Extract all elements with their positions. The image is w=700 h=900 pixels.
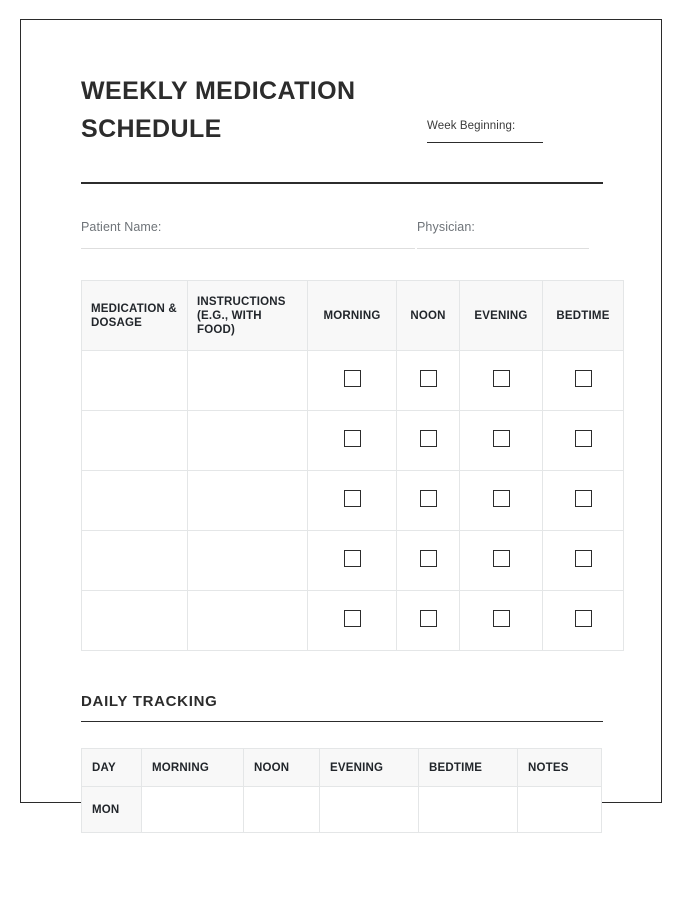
instructions-cell[interactable] <box>188 591 308 651</box>
instructions-cell[interactable] <box>188 471 308 531</box>
daily-tracking-table <box>81 748 602 833</box>
patient-name-field <box>81 220 417 249</box>
bedtime-checkbox-cell <box>543 591 624 651</box>
page-title: WEEKLY MEDICATION SCHEDULE <box>81 77 356 143</box>
bedtime-checkbox-cell <box>543 531 624 591</box>
noon-checkbox-cell <box>397 531 460 591</box>
bedtime-checkbox-cell <box>543 411 624 471</box>
table-row <box>82 787 602 833</box>
evening-checkbox-cell <box>460 471 543 531</box>
evening-checkbox-cell <box>460 411 543 471</box>
daily-tracking-title: DAILY TRACKING <box>81 693 218 710</box>
document-header <box>81 72 603 176</box>
instructions-cell[interactable] <box>188 531 308 591</box>
instructions-cell[interactable] <box>188 411 308 471</box>
checkbox-noon[interactable] <box>420 430 437 447</box>
patient-name-input-line[interactable] <box>81 248 415 249</box>
checkbox-noon[interactable] <box>420 610 437 627</box>
column-header-noon: NOON <box>397 281 460 351</box>
daily-tracking-section <box>81 693 603 722</box>
checkbox-bedtime[interactable] <box>575 550 592 567</box>
medication-cell[interactable] <box>82 471 188 531</box>
evening-checkbox-cell <box>460 531 543 591</box>
column-header-notes: NOTES <box>518 749 602 787</box>
column-header-morning: MORNING <box>308 281 397 351</box>
physician-input-line[interactable] <box>417 248 589 249</box>
column-header-bedtime: BEDTIME <box>543 281 624 351</box>
identity-fields <box>81 220 603 249</box>
notes-cell[interactable] <box>518 787 602 833</box>
day-cell: MON <box>82 787 142 833</box>
noon-checkbox-cell <box>397 591 460 651</box>
checkbox-evening[interactable] <box>493 430 510 447</box>
table-row <box>82 471 624 531</box>
morning-checkbox-cell <box>308 411 397 471</box>
week-beginning-label: Week Beginning: <box>427 120 516 132</box>
table-row <box>82 531 624 591</box>
checkbox-bedtime[interactable] <box>575 610 592 627</box>
medication-table-header <box>82 281 624 351</box>
medication-cell[interactable] <box>82 591 188 651</box>
checkbox-bedtime[interactable] <box>575 370 592 387</box>
checkbox-noon[interactable] <box>420 550 437 567</box>
checkbox-morning[interactable] <box>344 610 361 627</box>
bedtime-checkbox-cell <box>543 471 624 531</box>
checkbox-evening[interactable] <box>493 370 510 387</box>
column-header-evening: EVENING <box>460 281 543 351</box>
document-page <box>20 19 662 816</box>
checkbox-evening[interactable] <box>493 610 510 627</box>
medication-schedule-table <box>81 280 624 651</box>
checkbox-morning[interactable] <box>344 430 361 447</box>
daily-tracking-body <box>82 787 602 833</box>
evening-cell[interactable] <box>320 787 419 833</box>
physician-field <box>417 220 603 249</box>
patient-name-label: Patient Name: <box>81 220 162 234</box>
physician-label: Physician: <box>417 220 475 234</box>
morning-checkbox-cell <box>308 351 397 411</box>
evening-checkbox-cell <box>460 351 543 411</box>
column-header-instructions: INSTRUCTIONS (E.G., WITH FOOD) <box>188 281 308 351</box>
checkbox-morning[interactable] <box>344 550 361 567</box>
medication-cell[interactable] <box>82 531 188 591</box>
table-row <box>82 591 624 651</box>
daily-tracking-header <box>82 749 602 787</box>
table-row <box>82 411 624 471</box>
table-header-row <box>82 281 624 351</box>
evening-checkbox-cell <box>460 591 543 651</box>
column-header-morning: MORNING <box>142 749 244 787</box>
table-row <box>82 351 624 411</box>
bedtime-checkbox-cell <box>543 351 624 411</box>
medication-cell[interactable] <box>82 351 188 411</box>
checkbox-morning[interactable] <box>344 370 361 387</box>
title-divider <box>81 182 603 184</box>
checkbox-bedtime[interactable] <box>575 430 592 447</box>
checkbox-morning[interactable] <box>344 490 361 507</box>
morning-checkbox-cell <box>308 591 397 651</box>
week-beginning-input-line[interactable] <box>427 142 543 143</box>
page-content <box>81 72 610 833</box>
bedtime-cell[interactable] <box>419 787 518 833</box>
noon-checkbox-cell <box>397 411 460 471</box>
checkbox-evening[interactable] <box>493 550 510 567</box>
noon-checkbox-cell <box>397 471 460 531</box>
morning-cell[interactable] <box>142 787 244 833</box>
noon-checkbox-cell <box>397 351 460 411</box>
checkbox-noon[interactable] <box>420 370 437 387</box>
week-beginning-field <box>427 120 603 143</box>
instructions-cell[interactable] <box>188 351 308 411</box>
morning-checkbox-cell <box>308 531 397 591</box>
column-header-day: DAY <box>82 749 142 787</box>
checkbox-noon[interactable] <box>420 490 437 507</box>
table-header-row <box>82 749 602 787</box>
noon-cell[interactable] <box>244 787 320 833</box>
medication-table-body <box>82 351 624 651</box>
morning-checkbox-cell <box>308 471 397 531</box>
column-header-medication: MEDICATION & DOSAGE <box>82 281 188 351</box>
column-header-noon: NOON <box>244 749 320 787</box>
daily-tracking-divider <box>81 721 603 722</box>
column-header-evening: EVENING <box>320 749 419 787</box>
checkbox-bedtime[interactable] <box>575 490 592 507</box>
medication-cell[interactable] <box>82 411 188 471</box>
checkbox-evening[interactable] <box>493 490 510 507</box>
column-header-bedtime: BEDTIME <box>419 749 518 787</box>
